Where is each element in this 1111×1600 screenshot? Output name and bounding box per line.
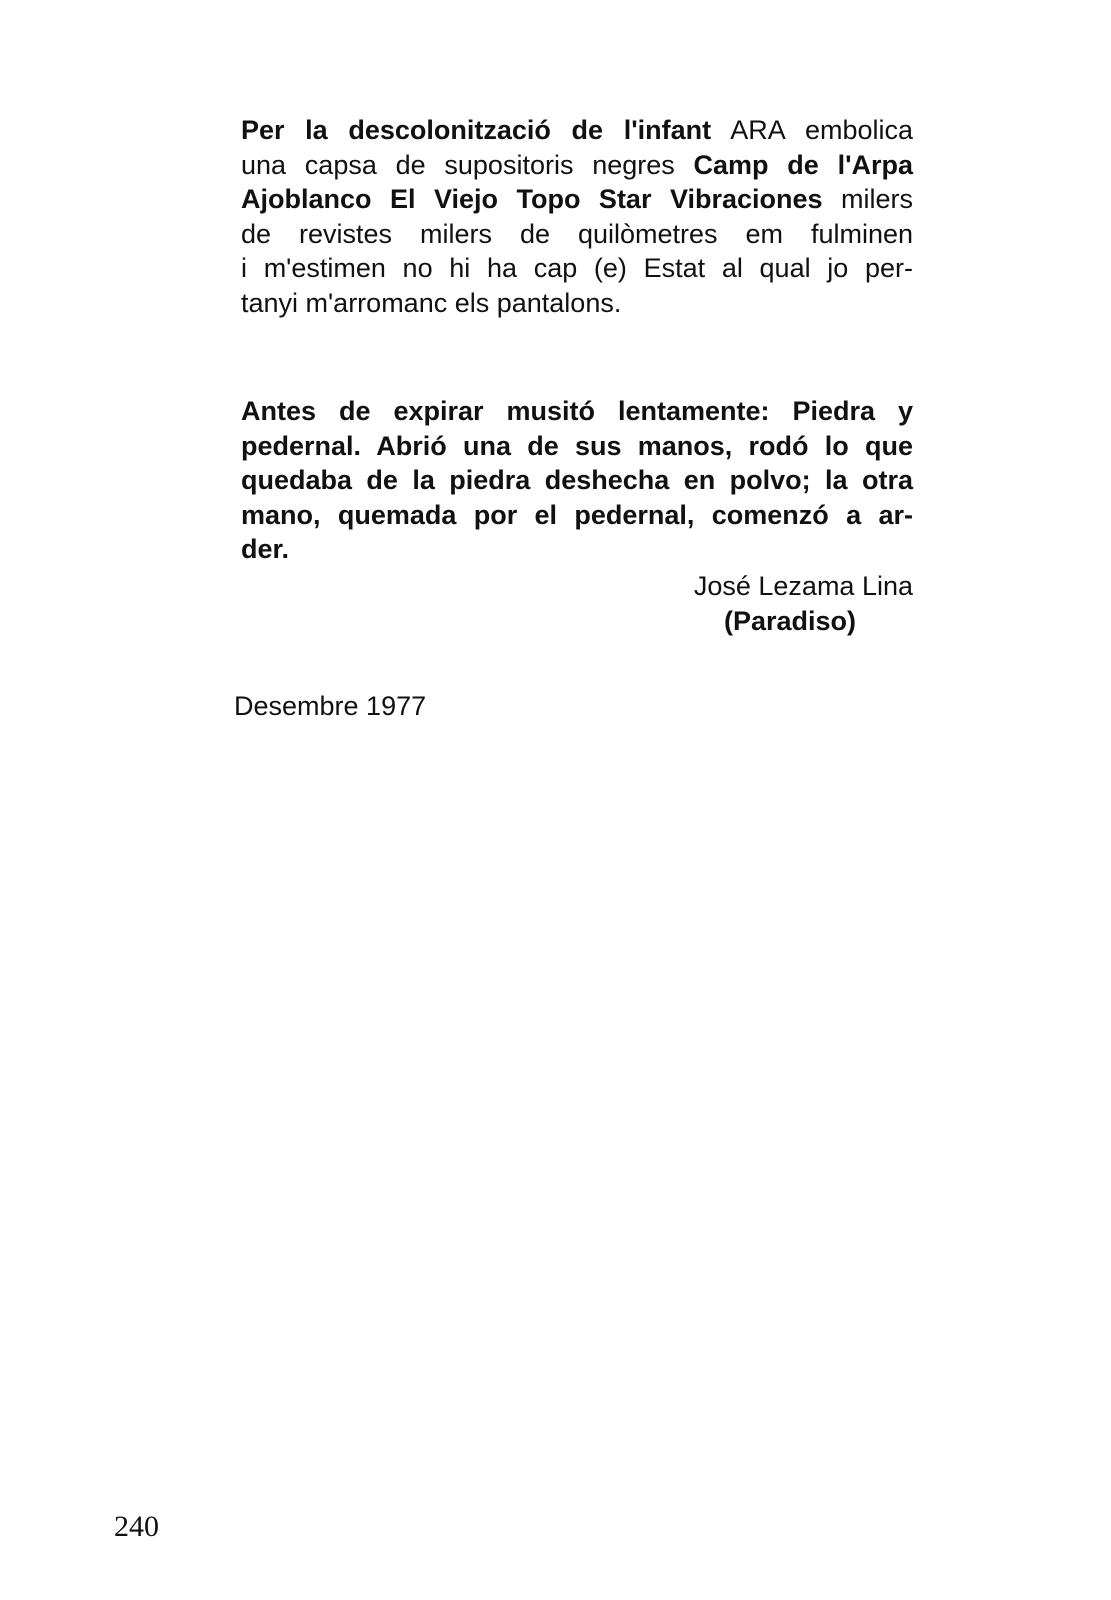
- quotation-author: José Lezama Lina: [693, 571, 913, 601]
- quotation-spanish: [241, 394, 913, 567]
- text-segment: milers: [822, 184, 913, 214]
- text-line: [241, 182, 913, 217]
- text-segment: Per la descolonització de l'infant: [241, 115, 712, 145]
- text-line: quedaba de la piedra deshecha en polvo; la otra: [241, 465, 913, 495]
- text-line: [241, 286, 913, 321]
- text-line: [241, 251, 913, 286]
- text-segment: tanyi m'arromanc els pantalons.: [241, 287, 622, 318]
- text-line: mano, quemada por el pedernal, comenzó a ar-: [241, 499, 913, 530]
- text-segment: de revistes milers de quilòmetres em fulminen: [241, 218, 913, 249]
- text-line: pedernal. Abrió una de sus manos, rodó lo que: [241, 430, 913, 461]
- text-segment: Camp de l'Arpa: [693, 149, 914, 180]
- text-line: [241, 148, 913, 183]
- text-line: [241, 217, 913, 252]
- text-line: Antes de expirar musitó lentamente: Piedra y: [241, 396, 913, 426]
- text-segment: Ajoblanco El Viejo Topo Star Vibraciones: [241, 184, 823, 214]
- date-line: Desembre 1977: [234, 691, 427, 721]
- text-line: [241, 113, 913, 148]
- text-segment: ARA embolica: [711, 115, 913, 145]
- quotation-work: (Paradiso): [723, 606, 856, 636]
- text-line: der.: [241, 534, 290, 564]
- paragraph-catalan: [241, 113, 913, 320]
- text-segment: i m'estimen no hi ha cap (e) Estat al qual jo per-: [241, 253, 913, 283]
- text-segment: una capsa de supositoris negres: [241, 149, 694, 180]
- page-number: 240: [114, 1510, 159, 1543]
